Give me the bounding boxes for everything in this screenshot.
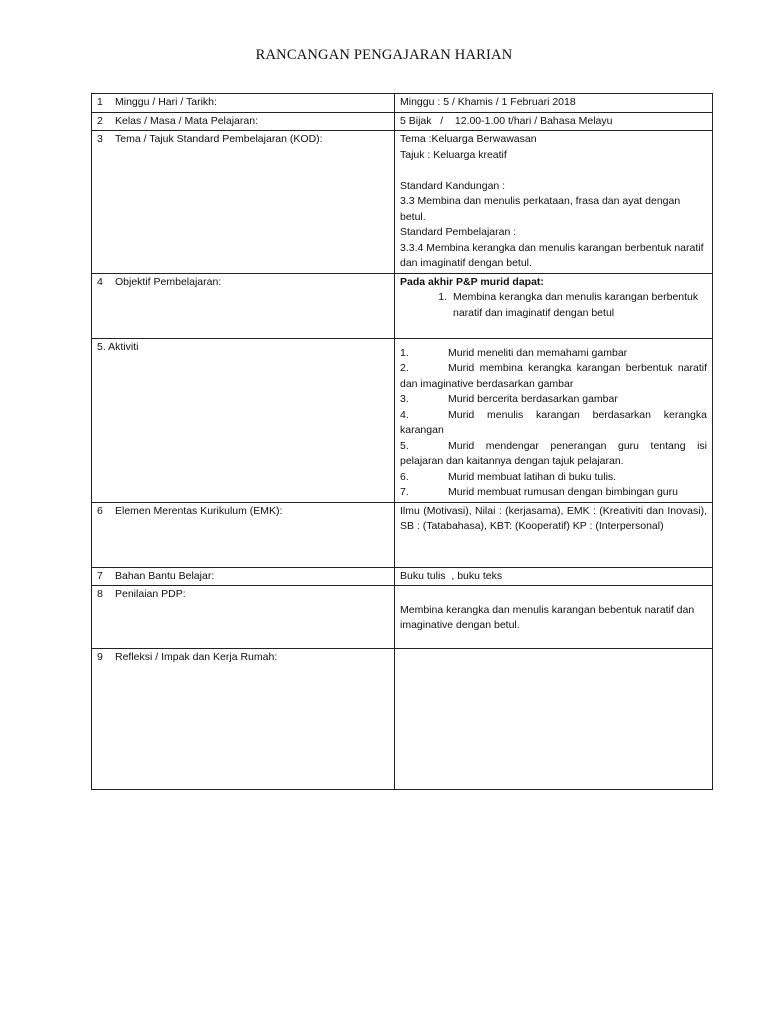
- list-item-number: 6.: [400, 470, 409, 483]
- row-label-text: Elemen Merentas Kurikulum (EMK):: [115, 504, 283, 517]
- list-item-number: 5.: [400, 439, 409, 452]
- row-number: 3: [97, 133, 103, 145]
- row-label: [92, 273, 395, 338]
- standard-pembelajaran-text: 3.3.4 Membina kerangka dan menulis karangan berbentuk naratif dan imaginatif dengan betul.: [400, 241, 704, 269]
- table-row: [92, 112, 713, 131]
- list-item-number: 1.: [438, 291, 447, 303]
- list-item-text: Murid menulis karangan berdasarkan kerangka karangan: [400, 408, 707, 436]
- table-row: [92, 338, 713, 502]
- row-number: 6: [97, 504, 103, 517]
- row-value-text: Buku tulis , buku teks: [400, 569, 503, 582]
- list-item: [400, 361, 707, 392]
- row-label-text: Bahan Bantu Belajar:: [115, 569, 215, 582]
- row-label: [92, 131, 395, 274]
- row-number: 8: [97, 588, 103, 600]
- tajuk-text: Tajuk : Keluarga kreatif: [400, 148, 507, 161]
- list-item-text: Murid membuat rumusan dengan bimbingan guru: [448, 486, 678, 498]
- table-row: [92, 567, 713, 586]
- tema-text: Tema :Keluarga Berwawasan: [400, 133, 537, 145]
- row-label-text: Tema / Tajuk Standard Pembelajaran (KOD):: [115, 133, 323, 145]
- list-item: [400, 470, 707, 486]
- table-row: [92, 94, 713, 113]
- row-label: [92, 338, 395, 502]
- list-item-text: Murid membuat latihan di buku tulis.: [448, 470, 617, 483]
- row-value-text: Membina kerangka dan menulis karangan bebentuk naratif dan imaginative dengan betul.: [400, 603, 695, 631]
- row-label-text: Minggu / Hari / Tarikh:: [115, 96, 217, 108]
- list-item-number: 2.: [400, 362, 409, 374]
- list-item: [400, 346, 707, 362]
- row-label: [92, 502, 395, 567]
- list-item: [400, 408, 707, 439]
- list-item-text: Murid membina kerangka karangan berbentuk naratif dan imaginative berdasarkan gambar: [400, 362, 707, 390]
- row-value: [395, 273, 713, 338]
- standard-kandungan-heading: Standard Kandungan :: [400, 179, 506, 192]
- row-label-text: Objektif Pembelajaran:: [115, 275, 222, 288]
- list-item-number: 1.: [400, 346, 409, 359]
- table-row: [92, 649, 713, 790]
- lesson-plan-table: [91, 93, 713, 790]
- table-row: [92, 131, 713, 274]
- table-row: [92, 502, 713, 567]
- row-value: [395, 567, 713, 586]
- row-value: [395, 586, 713, 649]
- row-label-text: 5. Aktiviti: [97, 340, 139, 353]
- list-item-number: 3.: [400, 393, 409, 405]
- list-item: [400, 290, 707, 321]
- row-label: [92, 112, 395, 131]
- list-item-text: Murid meneliti dan memahami gambar: [448, 346, 628, 359]
- table-row: [92, 273, 713, 338]
- list-item: [400, 439, 707, 470]
- row-value: [395, 112, 713, 131]
- row-label: [92, 94, 395, 113]
- row-label: [92, 649, 395, 790]
- standard-pembelajaran-heading: Standard Pembelajaran :: [400, 226, 517, 238]
- row-label-text: Kelas / Masa / Mata Pelajaran:: [115, 114, 258, 127]
- objective-intro: Pada akhir P&P murid dapat:: [400, 275, 544, 288]
- list-item: [400, 392, 707, 408]
- list-item: [400, 485, 707, 501]
- row-number: 9: [97, 651, 103, 663]
- row-value: [395, 649, 713, 790]
- row-number: 2: [97, 114, 103, 127]
- row-value: [395, 131, 713, 274]
- row-label-text: Refleksi / Impak dan Kerja Rumah:: [115, 651, 278, 663]
- row-number: 1: [97, 96, 103, 108]
- row-value-text: 5 Bijak / 12.00-1.00 t/hari / Bahasa Melayu: [400, 114, 613, 127]
- row-label: [92, 586, 395, 649]
- list-item-text: Membina kerangka dan menulis karangan berbentuk naratif dan imaginatif dengan betul: [453, 291, 699, 319]
- list-item-text: Murid bercerita berdasarkan gambar: [448, 393, 618, 405]
- row-value: Ilmu (Motivasi), Nilai : (kerjasama), EMK : (Kreativiti dan Inovasi), SB : (Tatabahasa), KBT: (Kooperatif) KP : (Interpersonal): [395, 502, 713, 567]
- row-value: [395, 338, 713, 502]
- row-number: 4: [97, 275, 103, 288]
- row-label-text: Penilaian PDP:: [115, 588, 186, 600]
- row-label: [92, 567, 395, 586]
- list-item-number: 4.: [400, 408, 409, 421]
- table-row: [92, 586, 713, 649]
- row-number: 7: [97, 569, 103, 582]
- list-item-number: 7.: [400, 486, 409, 498]
- document-title: RANCANGAN PENGAJARAN HARIAN: [255, 47, 513, 63]
- standard-kandungan-text: 3.3 Membina dan menulis perkataan, frasa dan ayat dengan betul.: [400, 195, 681, 223]
- list-item-text: Murid mendengar penerangan guru tentang isi pelajaran dan kaitannya dengan tajuk pelajaran.: [400, 439, 707, 467]
- row-value: Minggu : 5 / Khamis / 1 Februari 2018: [395, 94, 713, 113]
